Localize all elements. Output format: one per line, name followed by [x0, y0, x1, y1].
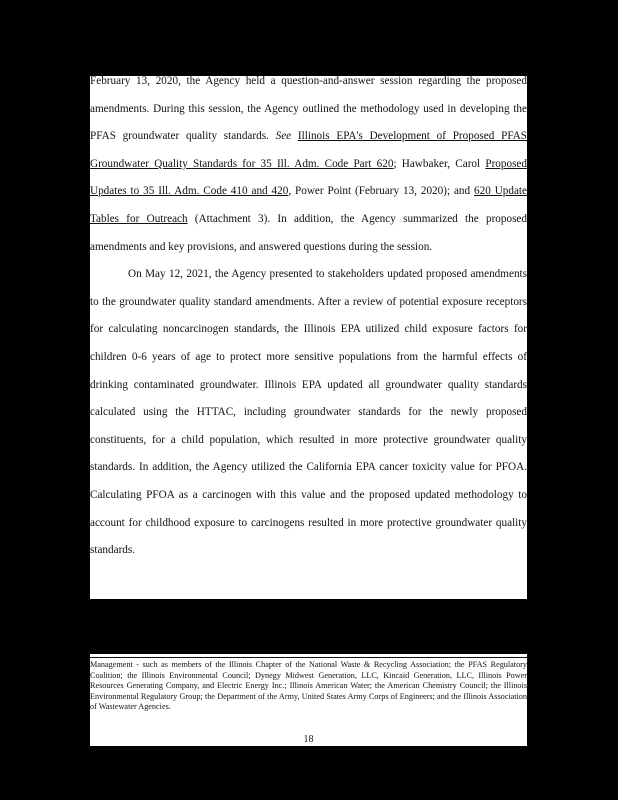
body-text-region	[90, 76, 527, 599]
paragraph-1-text-b: ; Hawbaker, Carol	[393, 157, 486, 170]
reference-link-1: Illinois EPA's Development of Proposed PFAS Groundwater Quality Standards for 35 Ill. Adm. Code Part 620	[90, 130, 527, 170]
paragraph-1-text-c: , Power Point (February 13, 2020); and	[288, 185, 475, 198]
page-number: 18	[303, 734, 314, 745]
page-footer	[90, 654, 527, 746]
paragraph-1-text-d: (Attachment 3). In addition, the Agency summarized the proposed amendments and key provisions, and answered questions during the session.	[90, 212, 527, 253]
reference-link-2: Proposed Updates to 35 Ill. Adm. Code 410 and 420	[90, 157, 527, 198]
document-page	[90, 76, 527, 746]
see-signal: See	[275, 130, 292, 143]
paragraph-2: On May 12, 2021, the Agency presented to stakeholders updated proposed amendments to the groundwater quality standard amendments. After a review of potential exposure receptors for calculating noncarcinogen standards, the Illinois EPA utilized child exposure factors for children 0-6 years of age to protect more sensitive populations from the harmful effects of drinking contaminated groundwater. Illinois EPA updated all groundwater quality standards calculated using the HTTAC, including groundwater standards for the newly proposed constituents, for a child population, which resulted in more protective groundwater quality standards. In addition, the Agency utilized the California EPA cancer toxicity value for PFOA. Calculating PFOA as a carcinogen with this value and the proposed updated methodology to account for childhood exposure to carcinogens resulted in more protective groundwater quality standards.	[90, 268, 527, 557]
reference-link-3: 620 Update Tables for Outreach	[90, 185, 527, 225]
paragraph-1-text-a: February 13, 2020, the Agency held a question-and-answer session regarding the proposed amendments. During this session, the Agency outlined the methodology used in developing the PFAS groundwater quality standards.	[90, 76, 527, 143]
footnote: Management - such as members of the Illinois Chapter of the National Waste & Recycling Association; the PFAS Regulatory Coalition; the Illinois Environmental Council; Dynegy Midwest Generation, LLC, Kincaid Generation, LLC, Illinois Power Resources Generating Company, and Electric Energy Inc.; Illinois American Water; the American Chemistry Council; the Illinois Environmental Regulatory Group; the Department of the Army, United States Army Corps of Engineers; and the Illinois Association of Wastewater Agencies.	[90, 657, 527, 713]
paragraph-1	[90, 76, 527, 261]
